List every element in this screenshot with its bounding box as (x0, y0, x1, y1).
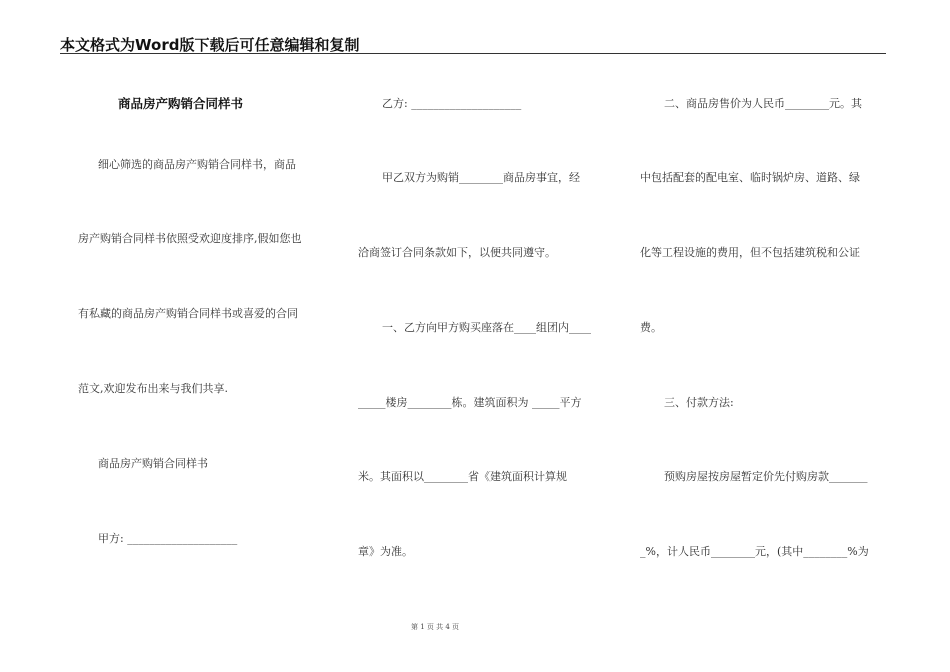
col2-line-5: _____楼房________栋。建筑面积为 _____平方 (358, 396, 582, 409)
col2-line-3: 洽商签订合同条款如下，以便共同遵守。 (358, 246, 556, 259)
col1-line-3: 有私藏的商品房产购销合同样书或喜爱的合同 (78, 307, 298, 320)
col1-line-4: 范文,欢迎发布出来与我们共享. (78, 382, 228, 395)
col2-line-4: 一、乙方向甲方购买座落在____组团内____ (382, 321, 591, 334)
col3-line-4: 费。 (640, 321, 662, 334)
col1-line-5: 商品房产购销合同样书 (98, 457, 208, 470)
header-rule (60, 53, 886, 54)
col1-line-2: 房产购销合同样书依照受欢迎度排序,假如您也 (78, 232, 302, 245)
col3-line-1: 二、商品房售价为人民币________元。其 (664, 97, 862, 110)
col1-line-1: 细心筛选的商品房产购销合同样书，商品 (98, 158, 296, 171)
col2-line-1: 乙方: ____________________ (382, 97, 522, 110)
col3-line-2: 中包括配套的配电室、临时锅炉房、道路、绿 (640, 171, 860, 184)
col3-line-5: 三、付款方法: (664, 396, 734, 409)
col2-line-2: 甲乙双方为购销________商品房事宜，经 (382, 171, 580, 184)
col2-line-6: 米。其面积以________省《建筑面积计算规 (358, 470, 567, 483)
document-header: 本文格式为Word版下载后可任意编辑和复制 (60, 36, 360, 54)
col3-line-6: 预购房屋按房屋暂定价先付购房款_______ (664, 470, 868, 483)
page-footer: 第 1 页 共 4 页 (411, 623, 460, 631)
document-title: 商品房产购销合同样书 (118, 96, 244, 111)
col2-line-7: 章》为准。 (358, 545, 413, 558)
col3-line-7: _%，计人民币________元，(其中________%为 (640, 545, 869, 558)
col1-line-6: 甲方: ____________________ (98, 532, 238, 545)
col3-line-3: 化等工程设施的费用，但不包括建筑税和公证 (640, 246, 860, 259)
